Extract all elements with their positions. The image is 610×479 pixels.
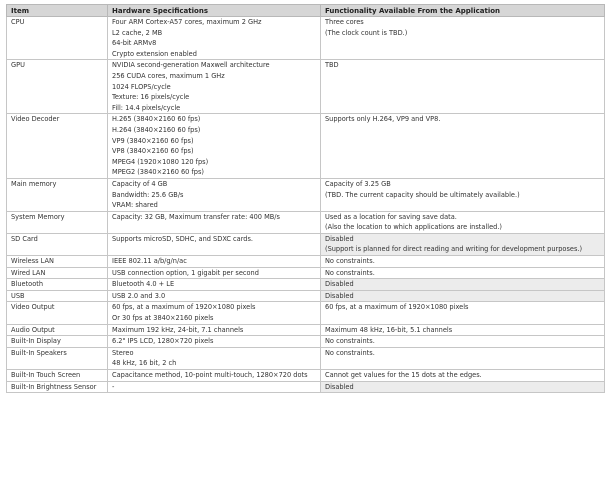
item-cell: Built-In Touch Screen (7, 370, 108, 382)
functionality-cell (321, 60, 605, 114)
table-row (7, 279, 605, 291)
item-cell: Built-In Display (7, 336, 108, 348)
table-row (7, 17, 605, 60)
item-cell: Audio Output (7, 324, 108, 336)
table-row (7, 324, 605, 336)
table-body (7, 17, 605, 393)
table-header-row (7, 5, 605, 17)
functionality-cell (321, 267, 605, 279)
functionality-line: Supports only H.264, VP9 and VP8. (325, 115, 441, 124)
hardware-spec-cell (108, 114, 321, 179)
functionality-cell-disabled (321, 279, 605, 291)
functionality-line: Three cores (325, 18, 364, 26)
item-cell: Video Decoder (7, 114, 108, 179)
functionality-cell-disabled (321, 233, 605, 255)
hardware-spec-cell (108, 279, 321, 291)
hardware-spec-cell (108, 370, 321, 382)
table-row (7, 211, 605, 233)
spec-line: Four ARM Cortex-A57 cores, maximum 2 GHz (112, 18, 262, 26)
column-header-functionality: Functionality Available From the Application (321, 5, 605, 17)
spec-line: USB 2.0 and 3.0 (112, 291, 166, 300)
spec-line: IEEE 802.11 a/b/g/n/ac (112, 257, 187, 266)
functionality-line: Disabled (325, 382, 354, 391)
functionality-cell (321, 256, 605, 268)
functionality-line: Cannot get values for the 15 dots at the edges. (325, 371, 482, 379)
spec-line: Crypto extension enabled (112, 49, 197, 58)
functionality-line: (Also the location to which applications are installed.) (325, 223, 502, 232)
functionality-line: Disabled (325, 291, 354, 300)
functionality-line: TBD (325, 61, 339, 70)
functionality-line: (Support is planned for direct reading and writing for development purposes.) (325, 245, 583, 254)
functionality-cell (321, 211, 605, 233)
table-row (7, 370, 605, 382)
functionality-cell (321, 302, 605, 324)
hardware-spec-cell (108, 302, 321, 324)
table-row (7, 178, 605, 211)
table-row (7, 381, 605, 393)
functionality-line: Capacity of 3.25 GB (325, 179, 391, 188)
functionality-line: (TBD. The current capacity should be ultimately available.) (325, 190, 520, 199)
functionality-cell (321, 114, 605, 179)
hardware-spec-cell (108, 336, 321, 348)
hardware-spec-cell (108, 347, 321, 369)
functionality-cell (321, 370, 605, 382)
spec-line: Maximum 192 kHz, 24-bit, 7.1 channels (112, 325, 244, 334)
hardware-spec-cell (108, 17, 321, 60)
table-row (7, 60, 605, 114)
hardware-spec-cell (108, 290, 321, 302)
item-cell: Wired LAN (7, 267, 108, 279)
spec-line: 48 kHz, 16 bit, 2 ch (112, 359, 177, 368)
spec-line: L2 cache, 2 MB (112, 28, 163, 37)
item-cell: SD Card (7, 233, 108, 255)
spec-line: MPEG4 (1920×1080 120 fps) (112, 157, 209, 166)
functionality-line: Disabled (325, 234, 354, 243)
functionality-line: No constraints. (325, 337, 375, 346)
functionality-cell (321, 178, 605, 211)
spec-line: MPEG2 (3840×2160 60 fps) (112, 168, 204, 177)
item-cell: CPU (7, 17, 108, 60)
spec-line: Bluetooth 4.0 + LE (112, 280, 175, 289)
table-row (7, 347, 605, 369)
functionality-cell (321, 324, 605, 336)
hardware-spec-cell (108, 178, 321, 211)
item-cell: Main memory (7, 178, 108, 211)
spec-line: Texture: 16 pixels/cycle (112, 93, 190, 102)
hardware-spec-cell (108, 256, 321, 268)
functionality-line: (The clock count is TBD.) (325, 28, 408, 37)
spec-line: USB connection option, 1 gigabit per second (112, 268, 259, 277)
spec-line: Or 30 fps at 3840×2160 pixels (112, 314, 214, 323)
spec-line: 60 fps, at a maximum of 1920×1080 pixels (112, 303, 256, 312)
spec-line: 6.2" IPS LCD, 1280×720 pixels (112, 337, 214, 346)
hardware-spec-cell (108, 381, 321, 393)
spec-line: 256 CUDA cores, maximum 1 GHz (112, 71, 225, 80)
table-row (7, 302, 605, 324)
item-cell: Built-In Speakers (7, 347, 108, 369)
spec-line: VP9 (3840×2160 60 fps) (112, 136, 194, 145)
spec-line: H.264 (3840×2160 60 fps) (112, 125, 201, 134)
functionality-line: No constraints. (325, 268, 375, 277)
spec-line: Fill: 14.4 pixels/cycle (112, 103, 181, 112)
functionality-line: No constraints. (325, 348, 375, 357)
hardware-spec-cell (108, 233, 321, 255)
column-header-item: Item (7, 5, 108, 17)
functionality-line: No constraints. (325, 257, 375, 266)
spec-line: Supports microSD, SDHC, and SDXC cards. (112, 234, 254, 243)
item-cell: GPU (7, 60, 108, 114)
functionality-line: Maximum 48 kHz, 16-bit, 5.1 channels (325, 325, 453, 334)
functionality-cell (321, 347, 605, 369)
table-row (7, 290, 605, 302)
functionality-cell (321, 336, 605, 348)
table-row (7, 256, 605, 268)
spec-line: 1024 FLOPS/cycle (112, 82, 171, 91)
spec-line: Capacity: 32 GB, Maximum transfer rate: 400 MB/s (112, 212, 280, 221)
spec-line: Bandwidth: 25.6 GB/s (112, 190, 184, 199)
functionality-cell-disabled (321, 290, 605, 302)
functionality-line: 60 fps, at a maximum of 1920×1080 pixels (325, 303, 469, 312)
column-header-hardware: Hardware Specifications (108, 5, 321, 17)
functionality-line: Disabled (325, 280, 354, 289)
spec-line: VP8 (3840×2160 60 fps) (112, 147, 194, 156)
spec-line: 64-bit ARMv8 (112, 39, 157, 48)
item-cell: Video Output (7, 302, 108, 324)
table-row (7, 114, 605, 179)
hardware-spec-cell (108, 211, 321, 233)
hardware-spec-cell (108, 267, 321, 279)
item-cell: Bluetooth (7, 279, 108, 291)
spec-line: H.265 (3840×2160 60 fps) (112, 115, 201, 124)
spec-line: - (112, 382, 115, 391)
functionality-cell-disabled (321, 381, 605, 393)
spec-line: Capacity of 4 GB (112, 179, 168, 188)
functionality-cell (321, 17, 605, 60)
spec-line: VRAM: shared (112, 201, 158, 210)
table-row (7, 336, 605, 348)
item-cell: USB (7, 290, 108, 302)
item-cell: Built-In Brightness Sensor (7, 381, 108, 393)
functionality-line: Used as a location for saving save data. (325, 212, 457, 221)
spec-line: Stereo (112, 348, 134, 357)
hardware-spec-cell (108, 60, 321, 114)
hardware-spec-cell (108, 324, 321, 336)
item-cell: Wireless LAN (7, 256, 108, 268)
hardware-spec-table (6, 4, 605, 393)
item-cell: System Memory (7, 211, 108, 233)
table-row (7, 267, 605, 279)
table-row (7, 233, 605, 255)
spec-line: Capacitance method, 10-point multi-touch, 1280×720 dots (112, 371, 308, 379)
spec-line: NVIDIA second-generation Maxwell architecture (112, 61, 270, 70)
